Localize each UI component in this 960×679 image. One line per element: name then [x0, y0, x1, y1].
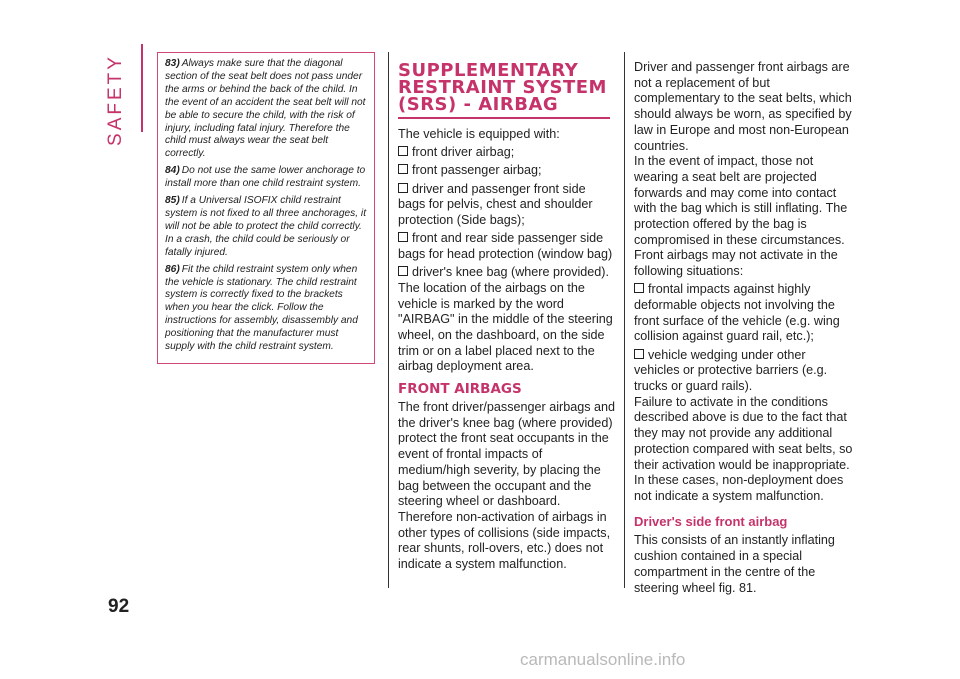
middle-column: [398, 60, 616, 573]
section-rule: [141, 44, 143, 132]
warning-85: 85) If a Universal ISOFIX child restraint system is not fixed to all three anchorages, it will not be able to protect the child correctly. In a crash, the child could be seriously or fatally injured.: [165, 195, 367, 258]
location-text: The location of the airbags on the vehicle is marked by the word "AIRBAG" in the middle of the steering wheel, on the dashboard, on the side trim or on a label placed next to the airbag deployment area.: [398, 280, 613, 374]
checkbox-bullet-icon: [398, 146, 408, 156]
front-airbags-heading: FRONT AIRBAGS: [398, 381, 522, 398]
section-heading: SUPPLEMENTARY RESTRAINT SYSTEM (SRS) - AIRBAG: [398, 60, 607, 115]
right-column: [634, 60, 854, 596]
list-item: driver's knee bag (where provided).: [398, 265, 616, 281]
warning-83: 83) Always make sure that the diagonal section of the seat belt does not pass under the arms or behind the back of the child. In the event of an accident the seat belt will not be able to secure the child, with the risk of injury, including fatal injury. Therefore the child must always wear the seat belt correctly.: [165, 58, 366, 160]
paragraph: Failure to activate in the conditions described above is due to the fact that they may not provide any additional protection compared with seat belts, so their activation would be inappropriate. In these cases, non-deployment does not indicate a system malfunction.: [634, 394, 853, 503]
list-item: front driver airbag;: [398, 145, 616, 161]
checkbox-bullet-icon: [398, 183, 408, 193]
paragraph: Front airbags may not activate in the following situations:: [634, 248, 838, 279]
driver-airbag-heading: Driver's side front airbag: [634, 513, 788, 529]
checkbox-bullet-icon: [634, 283, 644, 293]
warning-86: 86) Fit the child restraint system only when the vehicle is stationary. The child restraint system is correctly fixed to the brackets when you hear the click. Follow the instructions for assembly, disassembly and positioning that the manufacturer must supply with the child restraint system.: [165, 263, 358, 353]
front-airbags-text-2: Therefore non-activation of airbags in other types of collisions (side impacts, rear shunts, roll-overs, etc.) does not indicate a system malfunction.: [398, 509, 611, 572]
checkbox-bullet-icon: [634, 349, 644, 359]
front-airbags-text: The front driver/passenger airbags and the driver's knee bag (where provided) protect the front seat occupants in the event of frontal impacts of medium/high severity, by placing the bag between the occupant and the steering wheel or dashboard.: [398, 400, 616, 509]
list-item: driver and passenger front side bags for pelvis, chest and shoulder protection (Side bags);: [398, 181, 593, 228]
section-label: SAFETY: [105, 54, 126, 146]
checkbox-bullet-icon: [398, 232, 408, 242]
list-item: vehicle wedging under other vehicles or protective barriers (e.g. trucks or guard rails).: [634, 347, 828, 394]
page-number: 92: [108, 596, 130, 617]
intro-text: The vehicle is equipped with:: [398, 127, 560, 141]
list-item: frontal impacts against highly deformable objects not involving the front surface of the vehicle (e.g. wing collision against guard rail, etc.);: [634, 282, 840, 344]
list-item: front and rear side passenger side bags for head protection (window bag): [398, 231, 613, 261]
paragraph: This consists of an instantly inflating cushion contained in a special compartment in the centre of the steering wheel fig. 81.: [634, 533, 835, 595]
column-divider-right: [624, 52, 625, 588]
heading-rule: [398, 117, 610, 119]
column-divider-left: [388, 52, 389, 588]
warnings-box: [157, 52, 375, 364]
checkbox-bullet-icon: [398, 164, 408, 174]
watermark: carmanualsonline.info: [520, 650, 686, 669]
list-item: front passenger airbag;: [398, 163, 616, 179]
paragraph: Driver and passenger front airbags are not a replacement of but complementary to the seat belts, which should always be worn, as specified by law in Europe and most non-European countries.: [634, 60, 852, 153]
paragraph: In the event of impact, those not wearing a seat belt are projected forwards and may come into contact with the bag which is still inflating. The protection offered by the bag is compromised in these circumstances.: [634, 154, 848, 247]
checkbox-bullet-icon: [398, 266, 408, 276]
warning-84: 84) Do not use the same lower anchorage to install more than one child restraint system.: [165, 165, 366, 190]
